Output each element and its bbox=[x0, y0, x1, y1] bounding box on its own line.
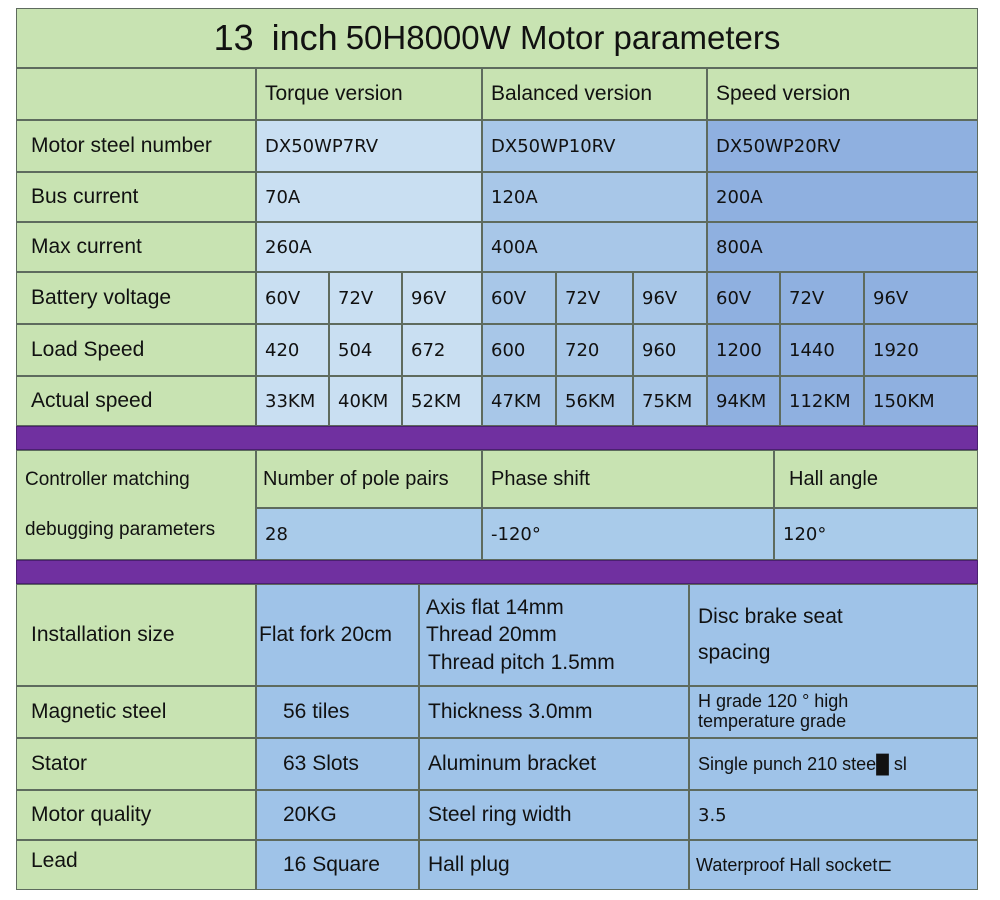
battery-voltage-cell: 60V bbox=[707, 272, 780, 324]
steel-number-torque: DX50WP7RV bbox=[256, 120, 482, 172]
pole-pairs-value: 28 bbox=[256, 508, 482, 560]
header-phase-shift: Phase shift bbox=[482, 450, 774, 508]
actual-speed-cell: 56KM bbox=[556, 376, 633, 426]
label-bus-current: Bus current bbox=[16, 172, 256, 222]
header-blank bbox=[16, 68, 256, 120]
max-current-balanced: 400A bbox=[482, 222, 707, 272]
steel-number-balanced: DX50WP10RV bbox=[482, 120, 707, 172]
battery-voltage-cell: 72V bbox=[780, 272, 864, 324]
hall-angle-value: 120° bbox=[774, 508, 978, 560]
battery-voltage-cell: 72V bbox=[556, 272, 633, 324]
separator-bar bbox=[16, 560, 978, 584]
actual-speed-cell: 33KM bbox=[256, 376, 329, 426]
label-stator: Stator bbox=[16, 738, 256, 790]
hall-socket-value: Waterproof Hall socket⊏ bbox=[689, 840, 978, 890]
phase-shift-value: -120° bbox=[482, 508, 774, 560]
steel-ring-width-label: Steel ring width bbox=[419, 790, 689, 840]
magnetic-grade-line2: temperature grade bbox=[698, 711, 847, 731]
actual-speed-cell: 40KM bbox=[329, 376, 402, 426]
actual-speed-cell: 94KM bbox=[707, 376, 780, 426]
disc-brake-value bbox=[689, 584, 978, 686]
label-battery-voltage: Battery voltage bbox=[16, 272, 256, 324]
battery-voltage-cell: 96V bbox=[633, 272, 707, 324]
steel-ring-width-value: 3.5 bbox=[689, 790, 978, 840]
bus-current-torque: 70A bbox=[256, 172, 482, 222]
label-motor-quality: Motor quality bbox=[16, 790, 256, 840]
lead-square-value: 16 Square bbox=[256, 840, 419, 890]
hall-plug-value: Hall plug bbox=[419, 840, 689, 890]
stator-bracket-value: Aluminum bracket bbox=[419, 738, 689, 790]
actual-speed-cell: 150KM bbox=[864, 376, 978, 426]
header-balanced-version: Balanced version bbox=[482, 68, 707, 120]
title-rest: 50H8000W Motor parameters bbox=[345, 19, 781, 56]
magnetic-tiles-value: 56 tiles bbox=[256, 686, 419, 738]
battery-voltage-cell: 60V bbox=[256, 272, 329, 324]
load-speed-cell: 1200 bbox=[707, 324, 780, 376]
label-lead: Lead bbox=[16, 840, 256, 890]
label-actual-speed: Actual speed bbox=[16, 376, 256, 426]
bus-current-balanced: 120A bbox=[482, 172, 707, 222]
actual-speed-cell: 75KM bbox=[633, 376, 707, 426]
header-hall-angle: Hall angle bbox=[774, 450, 978, 508]
header-speed-version: Speed version bbox=[707, 68, 978, 120]
max-current-speed: 800A bbox=[707, 222, 978, 272]
thread-text: Thread 20mm bbox=[426, 623, 557, 647]
magnetic-grade-line1: H grade 120 ° high bbox=[698, 691, 849, 712]
max-current-torque: 260A bbox=[256, 222, 482, 272]
controller-label-line2: debugging parameters bbox=[25, 519, 216, 540]
magnetic-thickness-value: Thickness 3.0mm bbox=[419, 686, 689, 738]
load-speed-cell: 420 bbox=[256, 324, 329, 376]
header-torque-version: Torque version bbox=[256, 68, 482, 120]
label-magnetic-steel: Magnetic steel bbox=[16, 686, 256, 738]
load-speed-cell: 1440 bbox=[780, 324, 864, 376]
battery-voltage-cell: 72V bbox=[329, 272, 402, 324]
battery-voltage-cell: 96V bbox=[864, 272, 978, 324]
load-speed-cell: 1920 bbox=[864, 324, 978, 376]
label-steel-number: Motor steel number bbox=[16, 120, 256, 172]
controller-label-line1: Controller matching bbox=[25, 469, 190, 491]
disc-brake-line1: Disc brake seat bbox=[698, 605, 843, 629]
label-max-current: Max current bbox=[16, 222, 256, 272]
axis-flat-text: Axis flat 14mm bbox=[426, 596, 564, 620]
magnetic-grade-value bbox=[689, 686, 978, 738]
load-speed-cell: 672 bbox=[402, 324, 482, 376]
battery-voltage-cell: 96V bbox=[402, 272, 482, 324]
thread-pitch-text: Thread pitch 1.5mm bbox=[428, 650, 615, 674]
label-installation-size: Installation size bbox=[16, 584, 256, 686]
label-controller-matching bbox=[16, 450, 256, 560]
title-inch: inch bbox=[271, 17, 338, 58]
load-speed-cell: 960 bbox=[633, 324, 707, 376]
steel-number-speed: DX50WP20RV bbox=[707, 120, 978, 172]
actual-speed-cell: 52KM bbox=[402, 376, 482, 426]
page-title bbox=[16, 8, 978, 68]
flat-fork-value: Flat fork 20cm bbox=[256, 584, 419, 686]
load-speed-cell: 720 bbox=[556, 324, 633, 376]
separator-bar bbox=[16, 426, 978, 450]
load-speed-cell: 600 bbox=[482, 324, 556, 376]
title-number: 13 bbox=[213, 17, 254, 58]
battery-voltage-cell: 60V bbox=[482, 272, 556, 324]
header-pole-pairs: Number of pole pairs bbox=[256, 450, 482, 508]
actual-speed-cell: 47KM bbox=[482, 376, 556, 426]
stator-slots-value: 63 Slots bbox=[256, 738, 419, 790]
load-speed-cell: 504 bbox=[329, 324, 402, 376]
bus-current-speed: 200A bbox=[707, 172, 978, 222]
axis-thread-values bbox=[419, 584, 689, 686]
motor-quality-value: 20KG bbox=[256, 790, 419, 840]
actual-speed-cell: 112KM bbox=[780, 376, 864, 426]
disc-brake-line2: spacing bbox=[698, 641, 771, 664]
label-load-speed: Load Speed bbox=[16, 324, 256, 376]
stator-punch-value: Single punch 210 stee█ sl bbox=[689, 738, 978, 790]
